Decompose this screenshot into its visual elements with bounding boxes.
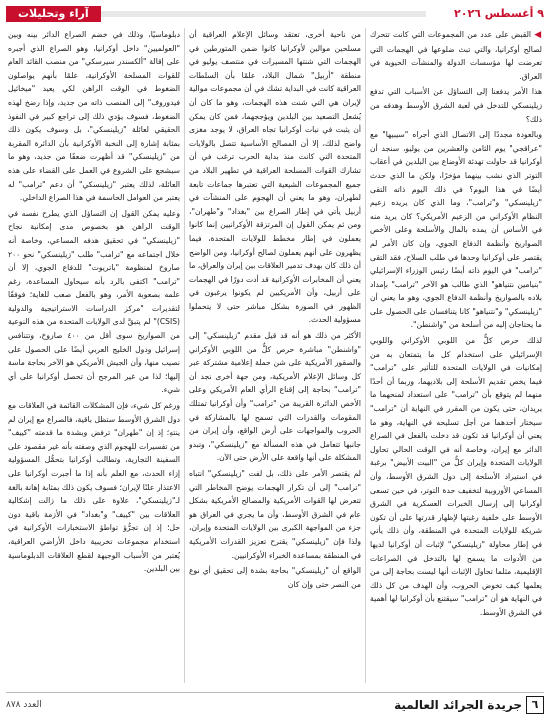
paragraph: من ناحية أخرى، تعتقد وسائل الإعلام العراقية أن مسلحين موالين لأوكرانيا كانوا ضمن المتورطين في الهجمات التي شنتها المسيرات في منتصف يوليو في منطقة "أربيل" شمال البلاد، علمًا بأن السلطات العراقية كانت في البداية تشك في أن مجموعات موالية لإيران هي التي شنت هذه الهجمات، وهو ما كان أن يُشعل التصعيد بين البلدين ويؤججهما، فمن كان يمكن أن يثبت في نيات أوكرانيا تجاه العراق، لا يوجد مغزى واضح لذلك، إلا أن المصالح الأساسية تتصل بالولايات المتحدة التي كانت منذ بداية الحرب ترغب في أن تشارك القوات المسلحة العراقية في تطهير البلاد من جميع المجموعات الشيعية التي تعتبرها جماعات تابعة لطهران، وهو ما يعني أن الهجوم على المنشآت في أربيل يأتي في إطار الصراع بين "بغداد" و"طهران"، ومن ثم يمكن القول إن المرتزقة الأوكرانيين إنما كانوا يعملون في إطار مخطط للولايات المتحدة، فيما يظهرون على أنهم يعملون لصالح أوكرانيا، ومن الواضح أن ذلك كان بهدف تدمير العلاقات بين إيران والعراق، ما يعني أن المخابرات الأوكرانية قد أدت دورًا في الهجمات على أربيل، وأن الأمريكيين لم يكونوا يرغبون في الظهور في الصورة بشكل مباشر حتى لا يتحملوا مسؤولية الحدث. [189,30,361,325]
paragraph: لم يقتصر الأمر على ذلك، بل لفت "زيلينسكي" انتباه "ترامب" إلى أن تكرار الهجمات يوضح المخاطر التي تتعرض لها القوات الأمريكية والمصالح الأمريكية بشكل عام في الشرق الأوسط، وأن ما يجري في العراق هو جزء من المواجهة الكبرى بين الولايات المتحدة وإيران، ولذا فإن "زيلينسكي" يقترح تعزيز القدرات الأمريكية في المنطقة بمساعدة الخبراء الأوكرانيين. [189,469,361,560]
issue-date: ٩ أغسطس ٢٠٢٦ [454,7,544,20]
article-column-right [370,28,542,683]
page-footer [6,692,544,715]
paragraph: ◀ القبض على عدد من المجموعات التي كانت تتحرك لصالح أوكرانيا، والتي تبث ضلوعها في الهجمات التي تعرضت لها مؤسسات الدولة والمنشآت الحيوية في العراق. [370,30,542,81]
paragraph: دبلوماسيًا، وذلك في خضم الصراع الدائر بينه وبين "العولميين" داخل أوكرانيا، وهو الصراع الذي أجبره على إقالة "ألكسندر سيرسكي" من منصب القائد العام للقوات المسلحة الأوكرانية، علمًا بأنهم يواصلون الضغوط في الوقت الراهن لكي يعيد "ميخائيل فيدوروف" إلى المنصب ذاته من جديد، وإذا رضخ لهذه الضغوط، فسوف يؤدي ذلك إلى تراجع كبير في النفوذ الحقيقي لعائلة "زيلينسكي"، بل وسوف يكون ذلك بمثابة إشارة إلى النخبة الأوكرانية بأن الدائرة المقربة من "زيلينسكي" قد أظهرت ضعفًا من جديد، وهو ما سيشجع على الشروع في العمل على القضاء على هذه العائلة، لذلك يعتبر "زيلينسكي" أن دعم "ترامب" له يعتبر من العوامل الحاسمة في هذا الصراع الداخلي. [8,30,180,203]
issue-number: العدد ٨٧٨ [6,700,42,710]
section-label: آراء وتحليلات [6,6,101,22]
page-number: ٦ [526,696,544,714]
paragraph: وعليه يمكن القول إن التساؤل الذي يطرح نفسه في الوقت الراهن هو بخصوص مدى إمكانية نجاح "زيلينسكي" في تحقيق هدفه المساعي، وخاصة أنه خلال اجتماعه مع "ترامب" طلب "زيلينسكي" نحو ٢٠٠ صاروخ لمنظومة "باتريوت" للدفاع الجوي، إلا أن "ترامب" اكتفى بالرد بأنه سيحاول المساعدة، رغم علمه بصعوبة الأمر، وهو بالفعل صعب للغاية؛ فوفقًا لتقديرات "مركز الدراسات الاستراتيجية والدولية (CSIS)" لم يتبقَّ لدى الولايات المتحدة من هذه النوعية من الصواريخ سوى أقل من ٤٠٠ صاروخ، وتتنافس إسرائيل ودول الخليج العربي أيضًا على الحصول على نصيب منها، وأن الجيش الأمريكي هو الآخر بحاجة ماسة إليها؛ لذا من غير المرجح أن تحصل أوكرانيا على أي شيء. [8,208,180,395]
column-divider [184,28,185,683]
paragraph: هذا الأمر يدفعنا إلى التساؤل عن الأسباب التي تدفع زيلينسكي للتدخل في لعبة الشرق الأوسط وهدفه من ذلك؟ [370,87,542,124]
article-column-left [8,28,180,683]
continuation-arrow-icon: ◀ [534,30,542,40]
article-body [8,28,542,683]
publication-name: جريدة الجرائد العالمية [394,698,522,712]
column-divider [365,28,366,683]
paragraph: ورغم كل شيء، فإن المشكلات القائمة في العلاقات مع دول الشرق الأوسط ستظل باقية، فالصراع مع إيران لم ينتهِ؛ إذ إن "طهران" ترفض وبشدة ما قدمته "كييف" من تفسيرات للهجوم الذي وصفته بأنه غير مقصود على السفينة التجارية، وتطالب أوكرانيا بتحمُّل المسؤولية إزاء الحدث، مع العلم بأنه إذا ما أجبرت أوكرانيا على الاعتذار علنًا لإيران؛ فسوف يكون ذلك بمثابة إهانة بالغة لـ"زيلينسكي"، علاوة على ذلك ما زالت إشكالية العلاقات بين "كييف" و"بغداد" في الأزمة باقية دون حل؛ إذ إن تجرُّؤ تواطؤ الاستخبارات الأوكرانية في استخدام مجموعات تخريبية داخل الأراضي العراقية، يُعتبر من الأسباب الوجيهة لقطع العلاقات الدبلوماسية بين البلدين. [8,401,180,574]
paragraph: لذلك حرص كلٌّ من اللوبي الأوكراني واللوبي الإسرائيلي على استخدام كل ما يتمتعان به من إمكانيات في الولايات المتحدة للتأثير على "ترامب" فيما يخص تقديم الأسلحة إلى بلاديهما، وربما أن أحدًا منهما لم يتوقع بأن "ترامب" على استعداد لمنحهما ما يريدان، حتى يكون من المقرر في النهاية أن "ترامب" سيختار أحدهما من أجل تسليحه في النهاية، وهو ما يعني أن أوكرانيا قد تكون قد دخلت بالفعل في الصراع الدائر مع إيران، وخاصة أنه في الوقت الحالي تحاول الولايات المتحدة وإيران كلٌّ من "البيت الأبيض" برغبة في استيراد الأسلحة إلى دول الشرق الأوسط، وأن المساعي الأوروبية لتخفيف حدة التوتر، في حين تسعى أوكرانيا إلى إرسال الخبرات العسكرية في الشرق الأوسط على خلفية رغبتها لإظهار قدرتها على أن تكون شريكة للولايات المتحدة في المنطقة، وأن ذلك يأتي في إطار محاولة "زيلينسكي" لإثبات أن أوكرانيا لديها من الأدوات ما يسمح لها بالتدخل في الصراعات الإقليمية، مثلما تحاول الإثبات أنها ليست بحاجة إلى من يعلمها كيف تخوض الحروب، وأن الهدف من كل ذلك في النهاية هو أن "ترامب" سيقتنع بأن أوكرانيا لها أهمية في الشرق الأوسط. [370,336,542,617]
paragraph: الواقع أن "زيلينسكي" بحاجة بشدة إلى تحقيق أي نوع من النصر حتى وإن كان [189,566,361,589]
article-column-middle [189,28,361,683]
paragraph: وبالعودة مجددًا إلى الاتصال الذي أجراه "سيبيها" مع "عراقجي" يوم الثامن والعشرين من يوليو، سنجد أن أوكرانيا قد حاولت تهدئة الأوضاع بين البلدين في أعقاب التوتر الذي نشب بينهما مؤخرًا، ولكن ما الذي حدث أيضًا في هذا اليوم؟ في ذلك اليوم ذاته التقى "زيلينسكي" و"ترامب"، وما الذي كان يريده زعيم النظام الأوكراني من الزعيم الأمريكي؟ كان يريد منه في الأساس أن يمده بالمال والأسلحة وعلى الأخص الصواريخ وأنظمة الدفاع الجوي، وإن كان الأمر لم يقتصر على أوكرانيا وحدها في طلب السلاح، فقد التقى "ترامب" في اليوم ذاته أيضًا رئيس الوزراء الإسرائيلي "بنيامين نتنياهو" الذي طالب هو الآخر "ترامب" بإمداد بلاده بالصواريخ وأنظمة الدفاع الجوي، وهو ما يعني أن "زيلينسكي" و"نتنياهو" كانا يتنافسان على الحصول على ما يحتاجان إليه من أسلحة من "واشنطن". [370,130,542,330]
page-header [6,6,544,22]
paragraph: الأكثر من ذلك هو أنه قد قيل مقدم "زيلينسكي" إلى "واشنطن" مباشرة حرص كلٌّ من اللوبي الأوكراني والصقور الأمريكية على شن حملة إعلامية مشتركة عبر كل وسائل الإعلام الأمريكية، ومن جهة أخرى نجد أن "ترامب" بحاجة إلى إقناع الرأي العام الأمريكي وعلى الأخص الدائرة القريبة من "ترامب" وأن أوكرانيا تمتلك المقومات والقدرات التي تسمح لها بالمشاركة في الحروب والمواجهات على أرض الواقع، وأن إيران من جانبها تتعامل في هذه المسألة مع "زيلينسكي"، وتبدو المشكلة على أنها واقعة على الأرض حتى الآن. [189,331,361,463]
